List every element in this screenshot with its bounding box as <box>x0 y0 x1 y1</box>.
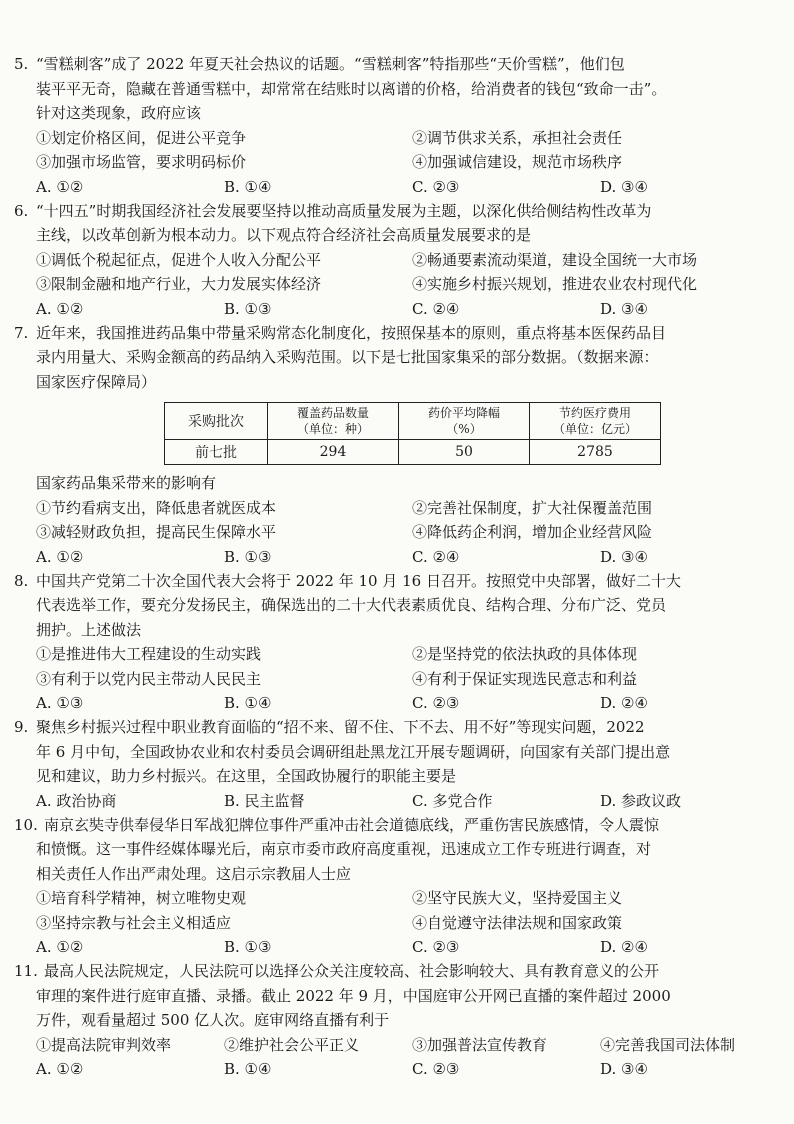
option: ②坚守民族大义，坚持爱国主义 <box>412 889 623 907</box>
option: ②完善社保制度，扩大社保覆盖范围 <box>412 498 653 517</box>
option: ②畅通要素流动渠道，建设全国统一大市场 <box>412 250 698 269</box>
answer-choice: C. ②③ <box>412 1059 460 1078</box>
table-header-row <box>165 403 661 440</box>
question-number: 5. <box>14 55 29 73</box>
answer-choice: B. ①③ <box>224 547 272 566</box>
stem-line: 主线，以改革创新为根本动力。以下观点符合经济社会高质量发展要求的是 <box>36 226 532 244</box>
answer-choice: D. ③④ <box>600 177 648 196</box>
option: ①是推进伟大工程建设的生动实践 <box>36 645 262 663</box>
option: ④自觉遵守法律法规和国家政策 <box>412 913 623 932</box>
option: ③减轻财政负担，提高民生保障水平 <box>36 523 277 541</box>
answer-choice: B. 民主监督 <box>224 791 305 810</box>
answer-choice: D. ③④ <box>600 547 648 566</box>
stem-line: 中国共产党第二十次全国代表大会将于 2022 年 10 月 16 日召开。按照党中央部署，做好二十大 <box>36 571 681 590</box>
answer-choice: C. 多党合作 <box>412 791 493 810</box>
stem-line: “雪糕刺客”成了 2022 年夏天社会热议的话题。“雪糕刺客”特指那些“天价雪糕”，他们包 <box>36 55 625 73</box>
stem-line: 装平平无奇，隐藏在普通雪糕中，却常常在结账时以离谱的价格，给消费者的钱包“致命一击”。 <box>36 79 667 98</box>
option: ④降低药企利润，增加企业经营风险 <box>412 523 653 541</box>
option: ②调节供求关系，承担社会责任 <box>412 128 623 147</box>
answer-choice: C. ②③ <box>412 938 460 956</box>
option: ①划定价格区间，促进公平竞争 <box>36 128 247 147</box>
question-11 <box>14 959 768 1081</box>
stem-line: 最高人民法院规定，人民法院可以选择公众关注度较高、社会影响较大、具有教育意义的公开 <box>44 962 660 980</box>
answer-choice: B. ①③ <box>224 299 272 318</box>
table-header: 节约医疗费用 （单位：亿元） <box>530 403 661 440</box>
question-10 <box>14 813 768 960</box>
stem-line: 聚焦乡村振兴过程中职业教育面临的“招不来、留不住、下不去、用不好”等现实问题，2022 <box>36 718 645 736</box>
answer-choice: A. ①② <box>36 938 84 956</box>
option: ①节约看病支出，降低患者就医成本 <box>36 498 277 517</box>
question-number: 10. <box>14 815 38 834</box>
answer-choice: D. ②④ <box>600 938 648 956</box>
stem-line: 相关责任人作出严肃处理。这启示宗教届人士应 <box>36 864 352 883</box>
option: ①提高法院审判效率 <box>36 1035 172 1054</box>
stem-line: 录内用量大、采购金额高的药品纳入采购范围。以下是七批国家集采的部分数据。（数据来源： <box>36 348 659 366</box>
answer-choice: C. ②④ <box>412 547 460 566</box>
stem-line: 审理的案件进行庭审直播、录播。截止 2022 年 9 月，中国庭审公开网已直播的案件超过 2000 <box>36 986 671 1005</box>
option: ①调低个税起征点，促进个人收入分配公平 <box>36 250 322 269</box>
answer-choice: D. ③④ <box>600 1059 648 1078</box>
stem-line: 见和建议，助力乡村振兴。在这里，全国政协履行的职能主要是 <box>36 767 457 785</box>
question-7 <box>14 321 768 569</box>
table-cell: 50 <box>399 440 530 465</box>
option: ③加强市场监管，要求明码标价 <box>36 153 247 171</box>
question-number: 8. <box>14 571 29 590</box>
stem-line: 年 6 月中旬，全国政协农业和农村委员会调研组赴黑龙江开展专题调研，向国家有关部门提出意 <box>36 742 671 761</box>
question-number: 6. <box>14 201 29 220</box>
answer-choice: B. ①④ <box>224 1059 272 1078</box>
table-cell: 2785 <box>530 440 661 465</box>
table-row <box>165 440 661 465</box>
question-9 <box>14 715 768 813</box>
option: ③坚持宗教与社会主义相适应 <box>36 913 232 932</box>
answer-choice: A. ①② <box>36 177 84 196</box>
answer-choice: A. 政治协商 <box>36 791 117 810</box>
option: ①培育科学精神，树立唯物史观 <box>36 889 247 907</box>
answer-choice: D. ②④ <box>600 694 648 712</box>
question-6 <box>14 199 768 321</box>
option: ③限制金融和地产行业，大力发展实体经济 <box>36 275 322 293</box>
answer-choice: C. ②③ <box>412 177 460 196</box>
stem-line: 万件，观看量超过 500 亿人次。庭审网络直播有利于 <box>36 1011 390 1029</box>
question-number: 9. <box>14 718 29 736</box>
option: ②维护社会公平正义 <box>224 1035 360 1054</box>
stem-line: 针对这类现象，政府应该 <box>36 104 202 122</box>
option: ④实施乡村振兴规划，推进农业农村现代化 <box>412 275 698 293</box>
table-header: 采购批次 <box>165 403 268 440</box>
answer-choice: B. ①④ <box>224 177 272 196</box>
option: ②是坚持党的依法执政的具体体现 <box>412 645 638 663</box>
option: ④加强诚信建设，规范市场秩序 <box>412 153 623 171</box>
table-cell: 前七批 <box>165 440 268 465</box>
question-number: 11. <box>14 962 38 980</box>
stem-line: 和愤慨。这一事件经媒体曝光后，南京市委市政府高度重视，迅速成立工作专班进行调查，对 <box>36 840 652 858</box>
table-cell: 294 <box>268 440 399 465</box>
stem-line: 南京玄奘寺供奉侵华日军战犯牌位事件严重冲击社会道德底线，严重伤害民族感情，令人震惊 <box>44 815 660 834</box>
answer-choice: D. 参政议政 <box>600 791 682 810</box>
answer-choice: A. ①③ <box>36 694 84 712</box>
option: ④完善我国司法体制 <box>600 1035 736 1054</box>
answer-choice: A. ①② <box>36 299 84 318</box>
stem-line: 代表选举工作，要充分发扬民主，确保选出的二十大代表素质优良、结构合理、分布广泛、党员 <box>36 596 667 614</box>
table-header: 药价平均降幅 （%） <box>399 403 530 440</box>
answer-choice: C. ②③ <box>412 694 460 712</box>
data-table <box>164 402 661 465</box>
answer-choice: B. ①③ <box>224 938 272 956</box>
question-8 <box>14 569 768 716</box>
answer-choice: A. ①② <box>36 1059 84 1078</box>
answer-choice: B. ①④ <box>224 694 272 712</box>
option: ③加强普法宣传教育 <box>412 1035 548 1054</box>
answer-choice: A. ①② <box>36 547 84 566</box>
table-header: 覆盖药品数量 （单位：种） <box>268 403 399 440</box>
option: ③有利于以党内民主带动人民民主 <box>36 669 262 688</box>
answer-choice: C. ②④ <box>412 299 460 318</box>
stem-line: 近年来，我国推进药品集中带量采购常态化制度化，按照保基本的原则，重点将基本医保药品目 <box>36 323 667 342</box>
stem-line: 拥护。上述做法 <box>36 620 142 639</box>
answer-choice: D. ③④ <box>600 299 648 318</box>
stem-line: “十四五”时期我国经济社会发展要坚持以推动高质量发展为主题，以深化供给侧结构性改革为 <box>36 201 652 220</box>
question-5 <box>14 52 768 199</box>
question-number: 7. <box>14 323 29 342</box>
stem-line: 国家医疗保障局） <box>36 372 157 391</box>
option: ④有利于保证实现选民意志和利益 <box>412 669 638 688</box>
stem-line: 国家药品集采带来的影响有 <box>36 474 217 492</box>
